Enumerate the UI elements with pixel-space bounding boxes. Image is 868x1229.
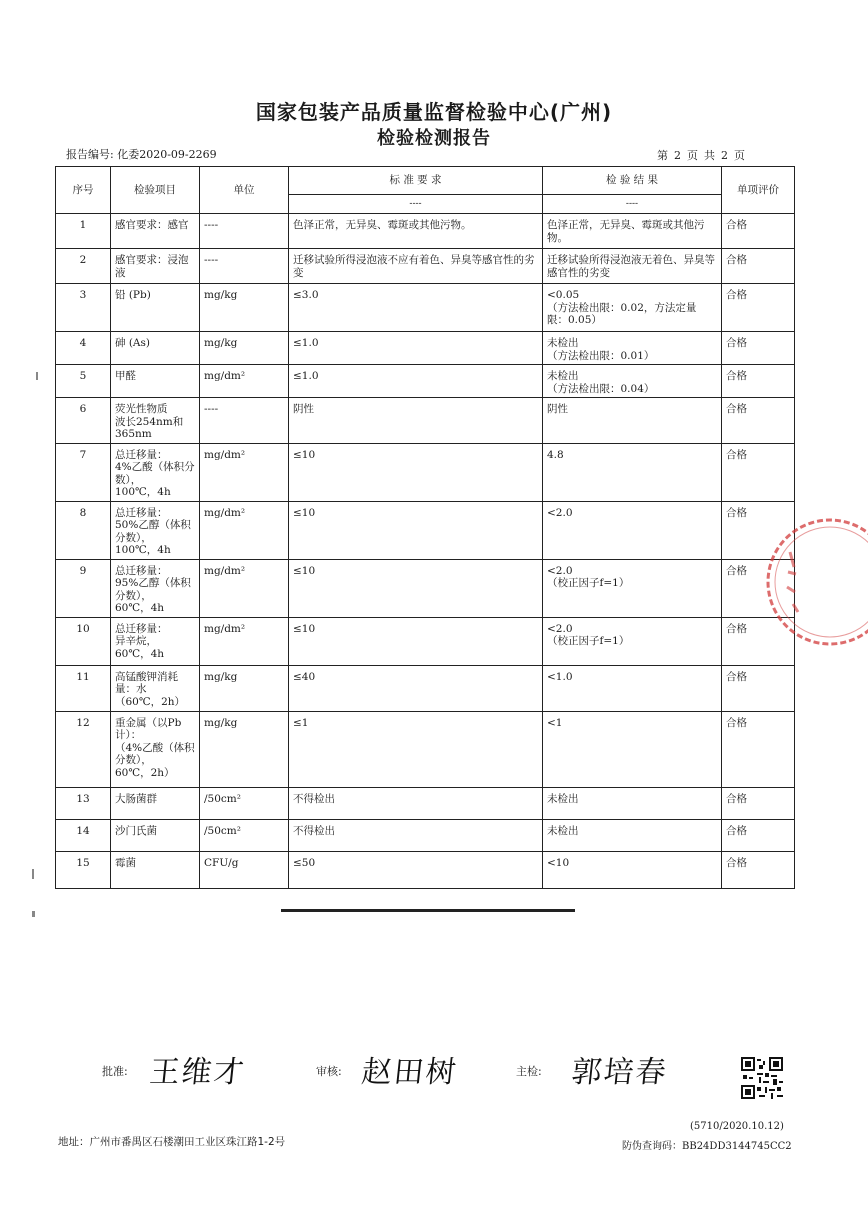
row-evaluation: 合格 (722, 249, 795, 284)
row-result: <0.05 （方法检出限：0.02，方法定量限：0.05） (543, 284, 722, 332)
row-item: 总迁移量： 95%乙醇（体积分数）， 60℃，4h (111, 559, 200, 617)
row-unit: mg/dm² (200, 443, 289, 501)
header-item: 检验项目 (111, 167, 200, 214)
row-number: 13 (56, 787, 111, 819)
report-number: 报告编号: 化委2020-09-2269 (66, 148, 217, 161)
row-result: 未检出 (543, 787, 722, 819)
table-row (56, 819, 795, 851)
table-header-row (56, 167, 795, 214)
row-number: 12 (56, 711, 111, 787)
row-evaluation: 合格 (722, 501, 795, 559)
row-result: 阴性 (543, 398, 722, 444)
row-result: 未检出 （方法检出限：0.04） (543, 365, 722, 398)
row-standard: ≤1 (289, 711, 543, 787)
row-item: 总迁移量： 4%乙酸（体积分数）， 100℃，4h (111, 443, 200, 501)
row-unit: /50cm² (200, 819, 289, 851)
row-number: 6 (56, 398, 111, 444)
row-evaluation: 合格 (722, 559, 795, 617)
row-number: 11 (56, 665, 111, 711)
row-evaluation: 合格 (722, 851, 795, 888)
table-row (56, 284, 795, 332)
row-result: 未检出 (543, 819, 722, 851)
row-unit: mg/kg (200, 332, 289, 365)
binding-mark (32, 869, 34, 879)
row-unit: ---- (200, 249, 289, 284)
table-row (56, 851, 795, 888)
page-indicator (657, 147, 751, 163)
row-number: 15 (56, 851, 111, 888)
table-row (56, 249, 795, 284)
approve-signature: 王维才 (147, 1055, 248, 1090)
qr-code-icon (741, 1057, 783, 1099)
header-no: 序号 (56, 167, 111, 214)
center-title: 国家包装产品质量监督检验中心(广州) (255, 100, 613, 124)
row-item: 甲醛 (111, 365, 200, 398)
row-standard: ≤10 (289, 501, 543, 559)
row-number: 10 (56, 617, 111, 665)
row-evaluation: 合格 (722, 665, 795, 711)
row-standard: 不得检出 (289, 787, 543, 819)
row-standard: 阴性 (289, 398, 543, 444)
header-eval: 单项评价 (722, 167, 795, 214)
row-item: 铅 (Pb) (111, 284, 200, 332)
row-standard: 色泽正常，无异臭、霉斑或其他污物。 (289, 214, 543, 249)
row-unit: mg/dm² (200, 559, 289, 617)
row-item: 重金属（以Pb计）： （4%乙酸（体积分数）， 60℃，2h） (111, 711, 200, 787)
table-row (56, 501, 795, 559)
row-evaluation: 合格 (722, 819, 795, 851)
inspect-label: 主检: (516, 1065, 542, 1078)
row-evaluation: 合格 (722, 443, 795, 501)
row-unit: mg/dm² (200, 617, 289, 665)
row-evaluation: 合格 (722, 284, 795, 332)
row-standard: ≤10 (289, 617, 543, 665)
row-unit: ---- (200, 214, 289, 249)
row-item: 感官要求：感官 (111, 214, 200, 249)
row-number: 14 (56, 819, 111, 851)
row-item: 大肠菌群 (111, 787, 200, 819)
table-row (56, 559, 795, 617)
row-result: <2.0 （校正因子f=1） (543, 559, 722, 617)
row-number: 7 (56, 443, 111, 501)
row-unit: ---- (200, 398, 289, 444)
binding-mark (32, 911, 35, 917)
row-item: 沙门氏菌 (111, 819, 200, 851)
table-row (56, 398, 795, 444)
row-evaluation: 合格 (722, 365, 795, 398)
row-result: <2.0 (543, 501, 722, 559)
row-result: <10 (543, 851, 722, 888)
page-gong: 共 (704, 149, 715, 162)
end-rule (281, 909, 575, 912)
row-unit: mg/dm² (200, 365, 289, 398)
row-unit: mg/dm² (200, 501, 289, 559)
table-row (56, 665, 795, 711)
row-number: 3 (56, 284, 111, 332)
header-result-sub: ---- (625, 199, 639, 209)
row-item: 感官要求：浸泡液 (111, 249, 200, 284)
results-table (55, 166, 795, 889)
row-standard: ≤1.0 (289, 365, 543, 398)
address: 地址：广州市番禺区石楼潮田工业区珠江路1-2号 (58, 1136, 286, 1148)
table-row (56, 214, 795, 249)
page-ye2: 页 (734, 149, 745, 162)
row-result: 未检出 （方法检出限：0.01） (543, 332, 722, 365)
row-number: 8 (56, 501, 111, 559)
row-unit: mg/kg (200, 284, 289, 332)
header-result-label: 检 验 结 果 (605, 174, 658, 186)
header-standard (289, 167, 543, 214)
row-item: 砷 (As) (111, 332, 200, 365)
row-item: 荧光性物质 波长254nm和365nm (111, 398, 200, 444)
row-item: 总迁移量： 50%乙醇（体积分数）， 100℃，4h (111, 501, 200, 559)
row-unit: mg/kg (200, 665, 289, 711)
page-ye: 页 (687, 149, 698, 162)
review-label: 审核: (316, 1065, 342, 1078)
row-number: 5 (56, 365, 111, 398)
inspect-signature: 郭培春 (569, 1055, 670, 1090)
row-item: 高锰酸钾消耗量：水 （60℃，2h） (111, 665, 200, 711)
row-result: <1 (543, 711, 722, 787)
row-number: 2 (56, 249, 111, 284)
row-result: <2.0 （校正因子f=1） (543, 617, 722, 665)
row-standard: ≤3.0 (289, 284, 543, 332)
row-standard: ≤10 (289, 559, 543, 617)
row-result: <1.0 (543, 665, 722, 711)
row-unit: CFU/g (200, 851, 289, 888)
page-total: 2 (721, 149, 728, 162)
table-row (56, 365, 795, 398)
row-number: 9 (56, 559, 111, 617)
row-evaluation: 合格 (722, 332, 795, 365)
page-num: 2 (674, 149, 681, 162)
table-row (56, 711, 795, 787)
page-di: 第 (657, 149, 668, 162)
row-result: 迁移试验所得浸泡液无着色、异臭等感官性的劣变 (543, 249, 722, 284)
header-standard-sub: ---- (409, 199, 422, 209)
row-evaluation: 合格 (722, 398, 795, 444)
review-signature: 赵田树 (359, 1055, 460, 1090)
report-title: 检验检测报告 (377, 128, 491, 149)
row-standard: 迁移试验所得浸泡液不应有着色、异臭等感官性的劣变 (289, 249, 543, 284)
table-row (56, 787, 795, 819)
row-result: 色泽正常，无异臭、霉斑或其他污物。 (543, 214, 722, 249)
report-code: (5710/2020.10.12) (690, 1121, 784, 1132)
row-evaluation: 合格 (722, 787, 795, 819)
row-standard: ≤10 (289, 443, 543, 501)
seal-stamp-icon (760, 512, 868, 652)
row-number: 4 (56, 332, 111, 365)
table-row (56, 443, 795, 501)
row-standard: 不得检出 (289, 819, 543, 851)
row-standard: ≤1.0 (289, 332, 543, 365)
table-row (56, 617, 795, 665)
row-number: 1 (56, 214, 111, 249)
row-standard: ≤50 (289, 851, 543, 888)
row-evaluation: 合格 (722, 214, 795, 249)
row-item: 总迁移量： 异辛烷， 60℃，4h (111, 617, 200, 665)
row-evaluation: 合格 (722, 711, 795, 787)
header-unit: 单位 (200, 167, 289, 214)
row-item: 霉菌 (111, 851, 200, 888)
row-unit: mg/kg (200, 711, 289, 787)
verification-code: 防伪查询码：BB24DD3144745CC2 (622, 1141, 792, 1152)
row-result: 4.8 (543, 443, 722, 501)
approve-label: 批准: (102, 1065, 128, 1078)
binding-mark (36, 372, 38, 380)
row-evaluation: 合格 (722, 617, 795, 665)
table-row (56, 332, 795, 365)
row-standard: ≤40 (289, 665, 543, 711)
header-standard-label: 标 准 要 求 (389, 174, 442, 186)
row-unit: /50cm² (200, 787, 289, 819)
header-result (543, 167, 722, 214)
